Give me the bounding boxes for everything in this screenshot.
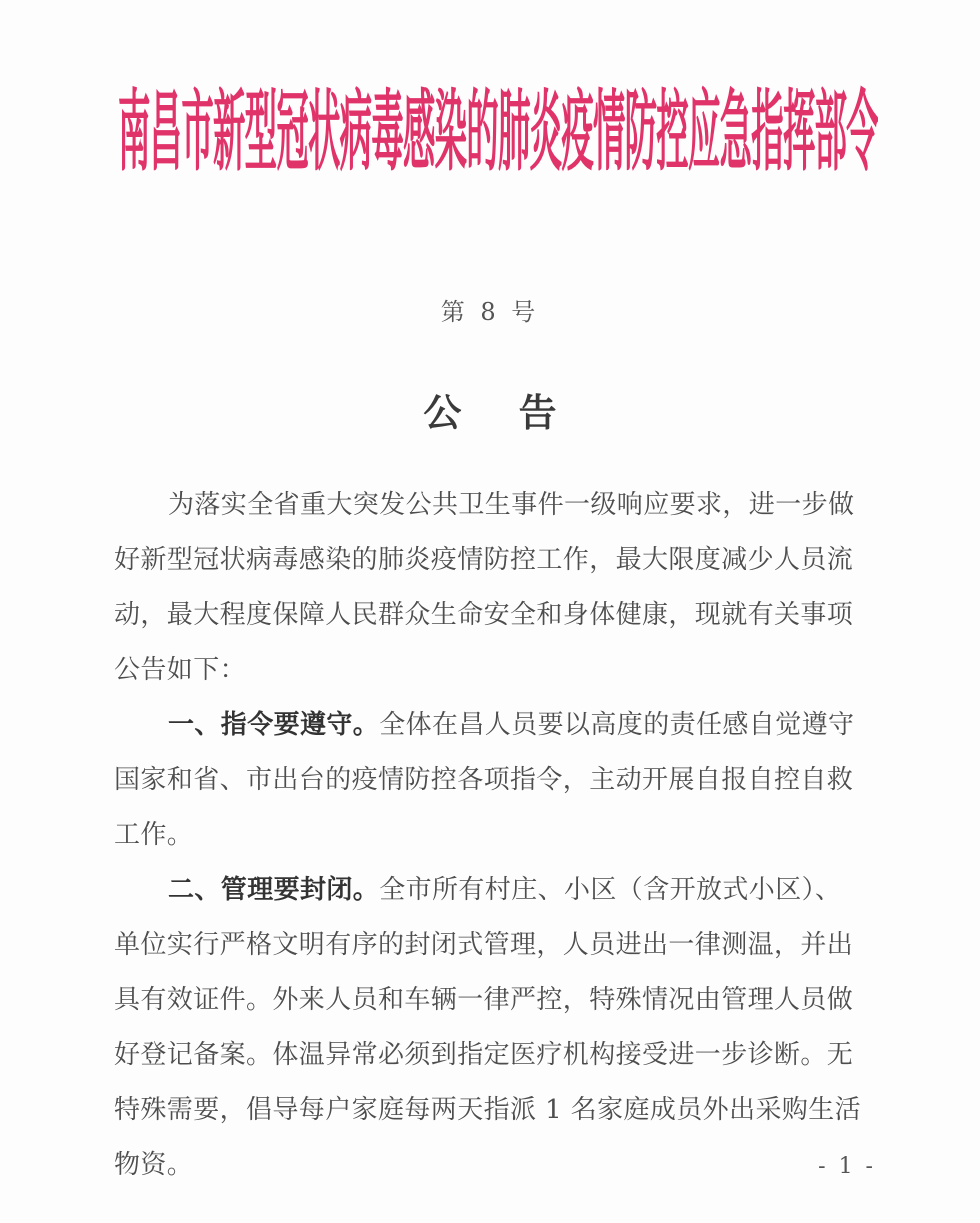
paragraph-item-2 — [114, 863, 884, 1193]
text-line: 单位实行严格文明有序的封闭式管理，人员进出一律测温，并出 — [114, 930, 854, 960]
page-number: - 1 - — [818, 1154, 876, 1179]
paragraph-item-1 — [114, 698, 884, 863]
text-line: 好登记备案。体温异常必须到指定医疗机构接受进一步诊断。无 — [114, 1040, 854, 1070]
text-line: 工作。 — [114, 820, 194, 850]
text-span: 全市所有村庄、小区（含开放式小区）、 — [379, 875, 842, 905]
item-heading: 一、指令要遵守。 — [168, 710, 380, 740]
document-number: 第 8 号 — [440, 298, 540, 326]
text-line: 物资。 — [114, 1150, 194, 1180]
item-heading: 二、管理要封闭。 — [168, 875, 380, 905]
text-line: 国家和省、市出台的疫情防控各项指令，主动开展自报自控自救 — [114, 765, 854, 795]
text-line — [114, 863, 884, 918]
text-line: 特殊需要，倡导每户家庭每两天指派 1 名家庭成员外出采购生活 — [114, 1095, 862, 1125]
text-line: 为落实全省重大突发公共卫生事件一级响应要求，进一步做 — [168, 490, 855, 520]
paragraph-intro — [114, 478, 884, 698]
announcement-heading: 公 告 — [423, 390, 579, 435]
document-body — [114, 478, 884, 1193]
text-line: 动，最大程度保障人民群众生命安全和身体健康，现就有关事项 — [114, 600, 854, 630]
text-line: 公告如下： — [114, 655, 247, 685]
text-span: 全体在昌人员要以高度的责任感自觉遵守 — [379, 710, 855, 740]
text-line: 具有效证件。外来人员和车辆一律严控，特殊情况由管理人员做 — [114, 985, 854, 1015]
text-line — [114, 698, 884, 753]
document-title: 南昌市新型冠状病毒感染的肺炎疫情防控应急指挥部令 — [118, 80, 878, 183]
text-line: 好新型冠状病毒感染的肺炎疫情防控工作，最大限度减少人员流 — [114, 545, 854, 575]
red-header — [118, 72, 878, 192]
